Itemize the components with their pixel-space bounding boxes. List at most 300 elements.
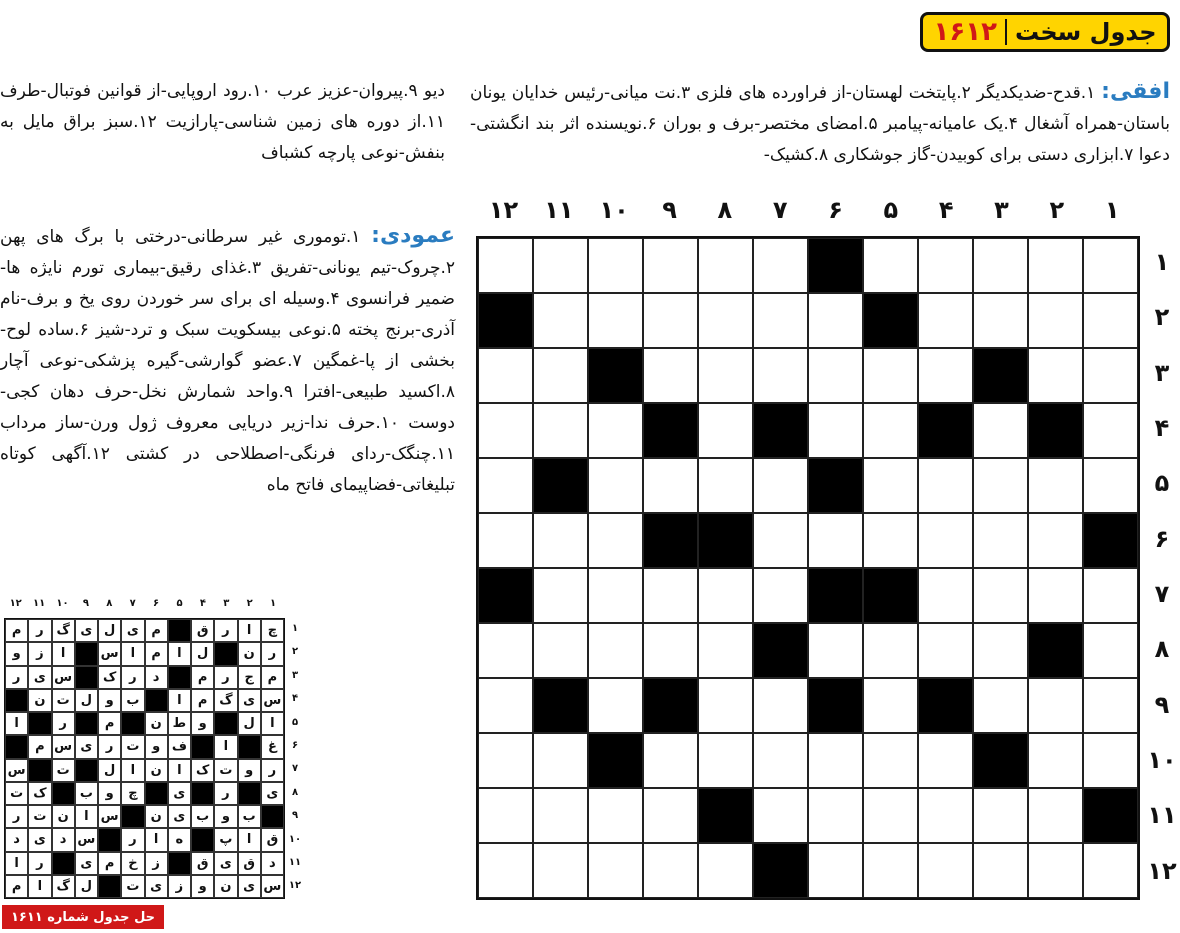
solution-cell: ت bbox=[214, 759, 237, 782]
solution-black-cell bbox=[261, 805, 284, 828]
solution-black-cell bbox=[52, 782, 75, 805]
grid-cell[interactable] bbox=[643, 733, 698, 788]
solution-cell: ی bbox=[168, 782, 191, 805]
grid-cell[interactable] bbox=[588, 458, 643, 513]
grid-cell[interactable] bbox=[698, 238, 753, 293]
grid-cell[interactable] bbox=[918, 458, 973, 513]
grid-cell[interactable] bbox=[1083, 293, 1138, 348]
grid-cell[interactable] bbox=[973, 623, 1028, 678]
row-number: ۴ bbox=[1154, 413, 1170, 442]
solution-cell: د bbox=[145, 666, 168, 689]
black-cell bbox=[698, 513, 753, 568]
grid-cell[interactable] bbox=[1083, 733, 1138, 788]
grid-cell[interactable] bbox=[808, 788, 863, 843]
grid-cell[interactable] bbox=[588, 623, 643, 678]
across-clues bbox=[470, 76, 1170, 171]
solution-cell: ی bbox=[75, 852, 98, 875]
solution-cell: ا bbox=[238, 828, 261, 851]
solution-cell: م bbox=[28, 735, 51, 758]
grid-cell[interactable] bbox=[918, 238, 973, 293]
grid-cell[interactable] bbox=[973, 678, 1028, 733]
grid-cell[interactable] bbox=[643, 293, 698, 348]
grid-cell[interactable] bbox=[918, 348, 973, 403]
solution-cell: و bbox=[191, 712, 214, 735]
solution-cell: ب bbox=[238, 805, 261, 828]
solution-cell: و bbox=[214, 805, 237, 828]
solution-row-number: ۸ bbox=[291, 786, 299, 798]
solution-cell: س bbox=[52, 666, 75, 689]
grid-cell[interactable] bbox=[478, 678, 533, 733]
black-cell bbox=[643, 403, 698, 458]
solution-cell: ی bbox=[145, 875, 168, 898]
solution-column-number: ۷ bbox=[129, 598, 136, 609]
puzzle-number: ۱۶۱۲ bbox=[933, 17, 997, 47]
down-clues-text: ۱.توموری غیر سرطانی-درختی با برگ های پهن ۲.چروک-تیم یونانی-تفریق ۳.غذای رقیق-بیماری تورم نایژه ها-ضمیر فرانسوی ۴.وسیله ای برای سر خوردن روی یخ و برف-نام آذری-برنج پخته ۵.نوعی بیسکویت سبک و ترد-شیز ۶.ساده لوح-بخشی از پا-غمگین ۷.عضو گوارشی-گیره پزشکی-نوعی آچار ۸.اکسید طبیعی-افترا ۹.واحد شمارش نخل-حرف دهان کجی-دوست ۱۰.حرف ندا-زیر دریایی معروف ژول ورن-ساز مرداب ۱۱.چنگک-ردای فرنگی-اصطلاحی در کشتی ۱۲.آگهی کوتاه تبلیغاتی-فضاپیمای فاتح ماه bbox=[0, 227, 455, 495]
solution-cell: ر bbox=[121, 666, 144, 689]
solution-cell: ر bbox=[121, 828, 144, 851]
grid-cell[interactable] bbox=[973, 403, 1028, 458]
grid-cell[interactable] bbox=[918, 293, 973, 348]
solution-black-cell bbox=[214, 712, 237, 735]
solution-cell: ا bbox=[238, 619, 261, 642]
grid-cell[interactable] bbox=[643, 568, 698, 623]
column-number: ۳ bbox=[994, 196, 1009, 224]
grid-cell[interactable] bbox=[643, 843, 698, 898]
solution-cell: ل bbox=[75, 875, 98, 898]
solution-black-cell bbox=[168, 852, 191, 875]
solution-cell: ل bbox=[191, 642, 214, 665]
solution-column-number: ۱ bbox=[270, 598, 277, 609]
grid-cell[interactable] bbox=[698, 843, 753, 898]
grid-cell[interactable] bbox=[478, 788, 533, 843]
black-cell bbox=[533, 678, 588, 733]
grid-cell[interactable] bbox=[808, 348, 863, 403]
solution-cell: پ bbox=[214, 828, 237, 851]
solution-cell: ت bbox=[52, 759, 75, 782]
column-number: ۱ bbox=[1104, 196, 1120, 224]
row-number: ۱۱ bbox=[1147, 801, 1177, 830]
black-cell bbox=[588, 348, 643, 403]
solution-black-cell bbox=[238, 735, 261, 758]
solution-cell: ی bbox=[261, 782, 284, 805]
solution-cell: ب bbox=[191, 805, 214, 828]
solution-cell: گ bbox=[52, 619, 75, 642]
grid-cell[interactable] bbox=[863, 513, 918, 568]
solution-cell: م bbox=[145, 642, 168, 665]
solution-cell: م bbox=[98, 852, 121, 875]
grid-cell[interactable] bbox=[1028, 238, 1083, 293]
grid-cell[interactable] bbox=[918, 788, 973, 843]
grid-cell[interactable] bbox=[643, 458, 698, 513]
grid-cell[interactable] bbox=[1028, 293, 1083, 348]
solution-black-cell bbox=[238, 782, 261, 805]
grid-cell[interactable] bbox=[1083, 568, 1138, 623]
black-cell bbox=[808, 238, 863, 293]
black-cell bbox=[533, 458, 588, 513]
solution-black-cell bbox=[145, 689, 168, 712]
solution-black-cell bbox=[75, 642, 98, 665]
grid-cell[interactable] bbox=[588, 238, 643, 293]
solution-cell: ت bbox=[5, 782, 28, 805]
grid-cell[interactable] bbox=[533, 403, 588, 458]
solution-black-cell bbox=[168, 666, 191, 689]
solution-cell: ا bbox=[5, 852, 28, 875]
grid-cell[interactable] bbox=[863, 238, 918, 293]
solution-cell: گ bbox=[52, 875, 75, 898]
grid-cell[interactable] bbox=[808, 623, 863, 678]
solution-cell: و bbox=[98, 782, 121, 805]
grid-cell[interactable] bbox=[588, 678, 643, 733]
row-number: ۶ bbox=[1154, 524, 1170, 553]
solution-cell: ف bbox=[168, 735, 191, 758]
solution-column-number: ۶ bbox=[153, 598, 160, 609]
solution-cell: ی bbox=[238, 689, 261, 712]
grid-cell[interactable] bbox=[1083, 458, 1138, 513]
solution-cell: و bbox=[98, 689, 121, 712]
grid-cell[interactable] bbox=[588, 513, 643, 568]
grid-cell[interactable] bbox=[973, 513, 1028, 568]
solution-cell: ت bbox=[52, 689, 75, 712]
row-number: ۳ bbox=[1154, 358, 1170, 387]
black-cell bbox=[808, 568, 863, 623]
column-number: ۱۰ bbox=[599, 196, 629, 224]
solution-cell: ن bbox=[214, 875, 237, 898]
grid-cell[interactable] bbox=[533, 293, 588, 348]
grid-cell[interactable] bbox=[1028, 678, 1083, 733]
solution-cell: س bbox=[98, 642, 121, 665]
solution-cell: ر bbox=[28, 619, 51, 642]
solution-cell: ر bbox=[214, 619, 237, 642]
grid-cell[interactable] bbox=[698, 458, 753, 513]
grid-cell[interactable] bbox=[478, 348, 533, 403]
grid-cell[interactable] bbox=[918, 513, 973, 568]
grid-cell[interactable] bbox=[588, 788, 643, 843]
solution-cell: ی bbox=[214, 852, 237, 875]
black-cell bbox=[753, 623, 808, 678]
solution-cell: ا bbox=[261, 712, 284, 735]
grid-cell[interactable] bbox=[753, 788, 808, 843]
grid-cell[interactable] bbox=[973, 238, 1028, 293]
grid-cell[interactable] bbox=[643, 238, 698, 293]
solution-cell: ا bbox=[121, 642, 144, 665]
grid-cell[interactable] bbox=[1028, 733, 1083, 788]
solution-row-number: ۱ bbox=[291, 623, 299, 634]
solution-cell: ا bbox=[75, 805, 98, 828]
grid-cell[interactable] bbox=[753, 238, 808, 293]
solution-cell: ق bbox=[191, 852, 214, 875]
grid-cell[interactable] bbox=[863, 843, 918, 898]
grid-cell[interactable] bbox=[533, 733, 588, 788]
solution-cell: چ bbox=[121, 782, 144, 805]
title-badge bbox=[920, 12, 1170, 52]
solution-cell: ق bbox=[261, 828, 284, 851]
black-cell bbox=[643, 678, 698, 733]
grid-cell[interactable] bbox=[1083, 403, 1138, 458]
grid-cell[interactable] bbox=[973, 568, 1028, 623]
grid-cell[interactable] bbox=[478, 403, 533, 458]
grid-cell[interactable] bbox=[533, 568, 588, 623]
solution-black-cell bbox=[191, 828, 214, 851]
grid-cell[interactable] bbox=[863, 458, 918, 513]
grid-cell[interactable] bbox=[698, 293, 753, 348]
solution-cell: ا bbox=[5, 712, 28, 735]
grid-cell[interactable] bbox=[1028, 788, 1083, 843]
grid-cell[interactable] bbox=[533, 238, 588, 293]
solution-cell: ل bbox=[98, 619, 121, 642]
crossword-grid[interactable] bbox=[476, 236, 1140, 900]
grid-cell[interactable] bbox=[918, 733, 973, 788]
column-number: ۶ bbox=[828, 196, 843, 224]
grid-cell[interactable] bbox=[698, 623, 753, 678]
grid-cell[interactable] bbox=[588, 568, 643, 623]
grid-cell[interactable] bbox=[533, 843, 588, 898]
solution-cell: ی bbox=[168, 805, 191, 828]
solution-cell: ی bbox=[28, 666, 51, 689]
down-clues bbox=[0, 220, 455, 501]
solution-cell: ط bbox=[168, 712, 191, 735]
solution-black-cell bbox=[145, 782, 168, 805]
column-number: ۲ bbox=[1049, 196, 1065, 224]
solution-cell: و bbox=[145, 735, 168, 758]
solution-row-number: ۹ bbox=[291, 810, 299, 822]
grid-cell[interactable] bbox=[918, 843, 973, 898]
solution-cell: د bbox=[5, 828, 28, 851]
column-number: ۴ bbox=[938, 196, 954, 224]
grid-cell[interactable] bbox=[753, 458, 808, 513]
solution-grid bbox=[4, 618, 285, 899]
solution-black-cell bbox=[5, 735, 28, 758]
grid-cell[interactable] bbox=[753, 513, 808, 568]
solution-cell: س bbox=[261, 875, 284, 898]
solution-column-number: ۳ bbox=[223, 598, 230, 609]
puzzle-title: جدول سخت bbox=[1014, 18, 1157, 46]
grid-cell[interactable] bbox=[753, 568, 808, 623]
grid-cell[interactable] bbox=[863, 733, 918, 788]
solution-cell: ن bbox=[28, 689, 51, 712]
grid-cell[interactable] bbox=[643, 348, 698, 403]
solution-cell: د bbox=[52, 828, 75, 851]
solution-cell: خ bbox=[121, 852, 144, 875]
solution-black-cell bbox=[191, 782, 214, 805]
grid-cell[interactable] bbox=[808, 843, 863, 898]
grid-cell[interactable] bbox=[808, 513, 863, 568]
grid-cell[interactable] bbox=[643, 623, 698, 678]
black-cell bbox=[808, 458, 863, 513]
solution-cell: س bbox=[75, 828, 98, 851]
grid-cell[interactable] bbox=[533, 788, 588, 843]
grid-cell[interactable] bbox=[533, 513, 588, 568]
solution-column-number: ۱۰ bbox=[56, 598, 69, 609]
solution-cell: ن bbox=[52, 805, 75, 828]
grid-cell[interactable] bbox=[588, 843, 643, 898]
black-cell bbox=[478, 568, 533, 623]
grid-cell[interactable] bbox=[698, 568, 753, 623]
row-number: ۸ bbox=[1154, 635, 1170, 664]
grid-cell[interactable] bbox=[478, 513, 533, 568]
solution-black-cell bbox=[75, 666, 98, 689]
solution-cell: ا bbox=[168, 689, 191, 712]
solution-cell: م bbox=[191, 689, 214, 712]
grid-cell[interactable] bbox=[973, 788, 1028, 843]
solution-column-number: ۱۲ bbox=[9, 598, 22, 609]
solution-cell: ق bbox=[191, 619, 214, 642]
solution-cell: ت bbox=[28, 805, 51, 828]
grid-cell[interactable] bbox=[478, 843, 533, 898]
grid-cell[interactable] bbox=[1083, 348, 1138, 403]
black-cell bbox=[753, 843, 808, 898]
solution-cell: ک bbox=[191, 759, 214, 782]
grid-cell[interactable] bbox=[753, 293, 808, 348]
grid-cell[interactable] bbox=[1083, 238, 1138, 293]
solution-cell: ل bbox=[98, 759, 121, 782]
column-number: ۱۱ bbox=[544, 196, 574, 224]
grid-cell[interactable] bbox=[808, 733, 863, 788]
grid-cell[interactable] bbox=[863, 623, 918, 678]
solution-black-cell bbox=[75, 712, 98, 735]
solution-cell: چ bbox=[261, 619, 284, 642]
black-cell bbox=[643, 513, 698, 568]
grid-cell[interactable] bbox=[698, 348, 753, 403]
grid-cell[interactable] bbox=[1083, 678, 1138, 733]
grid-cell[interactable] bbox=[533, 623, 588, 678]
grid-cell[interactable] bbox=[478, 458, 533, 513]
solution-cell: ر bbox=[5, 666, 28, 689]
solution-cell: ی bbox=[75, 735, 98, 758]
grid-cell[interactable] bbox=[478, 623, 533, 678]
across-clues-text-continued: دیو ۹.پیروان-عزیز عرب ۱۰.رود اروپایی-از قوانین فوتبال-طرف ۱۱.از دوره های زمین شناسی-پارازیت ۱۲.سبز براق مایل به بنفش-نوعی پارچه کشباف bbox=[0, 81, 445, 163]
solution-cell: ر bbox=[52, 712, 75, 735]
solution-row-number: ۱۲ bbox=[288, 880, 302, 892]
grid-cell[interactable] bbox=[918, 568, 973, 623]
column-number: ۹ bbox=[662, 196, 677, 224]
grid-cell[interactable] bbox=[1028, 568, 1083, 623]
solution-cell: ا bbox=[168, 642, 191, 665]
black-cell bbox=[1083, 788, 1138, 843]
grid-cell[interactable] bbox=[973, 293, 1028, 348]
solution-cell: م bbox=[191, 666, 214, 689]
grid-cell[interactable] bbox=[918, 623, 973, 678]
black-cell bbox=[588, 733, 643, 788]
grid-cell[interactable] bbox=[863, 348, 918, 403]
solution-cell: ه bbox=[168, 828, 191, 851]
row-number: ۹ bbox=[1154, 690, 1170, 719]
grid-cell[interactable] bbox=[973, 458, 1028, 513]
grid-cell[interactable] bbox=[1083, 843, 1138, 898]
solution-cell: ی bbox=[238, 875, 261, 898]
grid-cell[interactable] bbox=[1028, 843, 1083, 898]
solution-black-cell bbox=[75, 759, 98, 782]
across-heading: افقی: bbox=[1101, 79, 1171, 104]
solution-row-number: ۶ bbox=[291, 740, 299, 751]
solution-cell: س bbox=[261, 689, 284, 712]
black-cell bbox=[698, 788, 753, 843]
across-clues-continued bbox=[0, 76, 445, 169]
solution-row-number: ۳ bbox=[291, 669, 299, 681]
grid-cell[interactable] bbox=[1028, 513, 1083, 568]
grid-cell[interactable] bbox=[698, 403, 753, 458]
black-cell bbox=[973, 733, 1028, 788]
solution-cell: ز bbox=[145, 852, 168, 875]
grid-cell[interactable] bbox=[643, 788, 698, 843]
solution-cell: ق bbox=[238, 852, 261, 875]
grid-cell[interactable] bbox=[588, 293, 643, 348]
grid-cell[interactable] bbox=[973, 843, 1028, 898]
black-cell bbox=[863, 293, 918, 348]
solution-cell: ز bbox=[168, 875, 191, 898]
grid-cell[interactable] bbox=[863, 678, 918, 733]
grid-cell[interactable] bbox=[753, 678, 808, 733]
black-cell bbox=[918, 403, 973, 458]
black-cell bbox=[1028, 403, 1083, 458]
solution-cell: ب bbox=[121, 689, 144, 712]
solution-row-number: ۴ bbox=[291, 693, 299, 705]
down-heading: عمودی: bbox=[371, 223, 455, 248]
solution-cell: ا bbox=[52, 642, 75, 665]
solution-row-number: ۱۱ bbox=[288, 857, 302, 868]
grid-cell[interactable] bbox=[1028, 348, 1083, 403]
row-number: ۷ bbox=[1154, 579, 1170, 608]
solution-cell: ن bbox=[145, 712, 168, 735]
solution-cell: ا bbox=[168, 759, 191, 782]
grid-cell[interactable] bbox=[588, 403, 643, 458]
black-cell bbox=[918, 678, 973, 733]
solution-cell: ت bbox=[121, 735, 144, 758]
solution-cell: س bbox=[52, 735, 75, 758]
grid-cell[interactable] bbox=[698, 678, 753, 733]
grid-cell[interactable] bbox=[1028, 458, 1083, 513]
grid-cell[interactable] bbox=[753, 733, 808, 788]
column-number: ۵ bbox=[883, 196, 899, 224]
black-cell bbox=[863, 568, 918, 623]
solution-cell: ک bbox=[28, 782, 51, 805]
solution-cell: و bbox=[238, 759, 261, 782]
solution-column-number: ۲ bbox=[246, 598, 253, 609]
solution-cell: ر bbox=[214, 782, 237, 805]
solution-black-cell bbox=[52, 852, 75, 875]
column-number: ۱۲ bbox=[488, 196, 519, 224]
black-cell bbox=[1083, 513, 1138, 568]
grid-cell[interactable] bbox=[808, 293, 863, 348]
solution-cell: م bbox=[145, 619, 168, 642]
solution-cell: ر bbox=[214, 666, 237, 689]
grid-cell[interactable] bbox=[753, 348, 808, 403]
solution-cell: س bbox=[98, 805, 121, 828]
solution-cell: ن bbox=[145, 805, 168, 828]
title-divider bbox=[1005, 19, 1007, 45]
solution-cell: م bbox=[5, 875, 28, 898]
solution-cell: ا bbox=[28, 875, 51, 898]
grid-cell[interactable] bbox=[863, 788, 918, 843]
row-number: ۱۰ bbox=[1147, 745, 1177, 774]
solution-black-cell bbox=[214, 642, 237, 665]
grid-cell[interactable] bbox=[808, 403, 863, 458]
solution-row-number: ۲ bbox=[291, 646, 299, 658]
grid-cell[interactable] bbox=[863, 403, 918, 458]
solution-row-number: ۵ bbox=[291, 716, 299, 728]
grid-cell[interactable] bbox=[1083, 623, 1138, 678]
solution-cell: ب bbox=[75, 782, 98, 805]
solution-row-number: ۱۰ bbox=[288, 833, 302, 845]
grid-cell[interactable] bbox=[478, 733, 533, 788]
solution-cell: م bbox=[5, 619, 28, 642]
solution-column-number: ۵ bbox=[176, 598, 183, 609]
grid-cell[interactable] bbox=[478, 238, 533, 293]
solution-cell: ا bbox=[121, 759, 144, 782]
grid-cell[interactable] bbox=[533, 348, 588, 403]
solution-cell: غ bbox=[261, 735, 284, 758]
grid-cell[interactable] bbox=[698, 733, 753, 788]
solution-column-number: ۴ bbox=[199, 598, 206, 609]
